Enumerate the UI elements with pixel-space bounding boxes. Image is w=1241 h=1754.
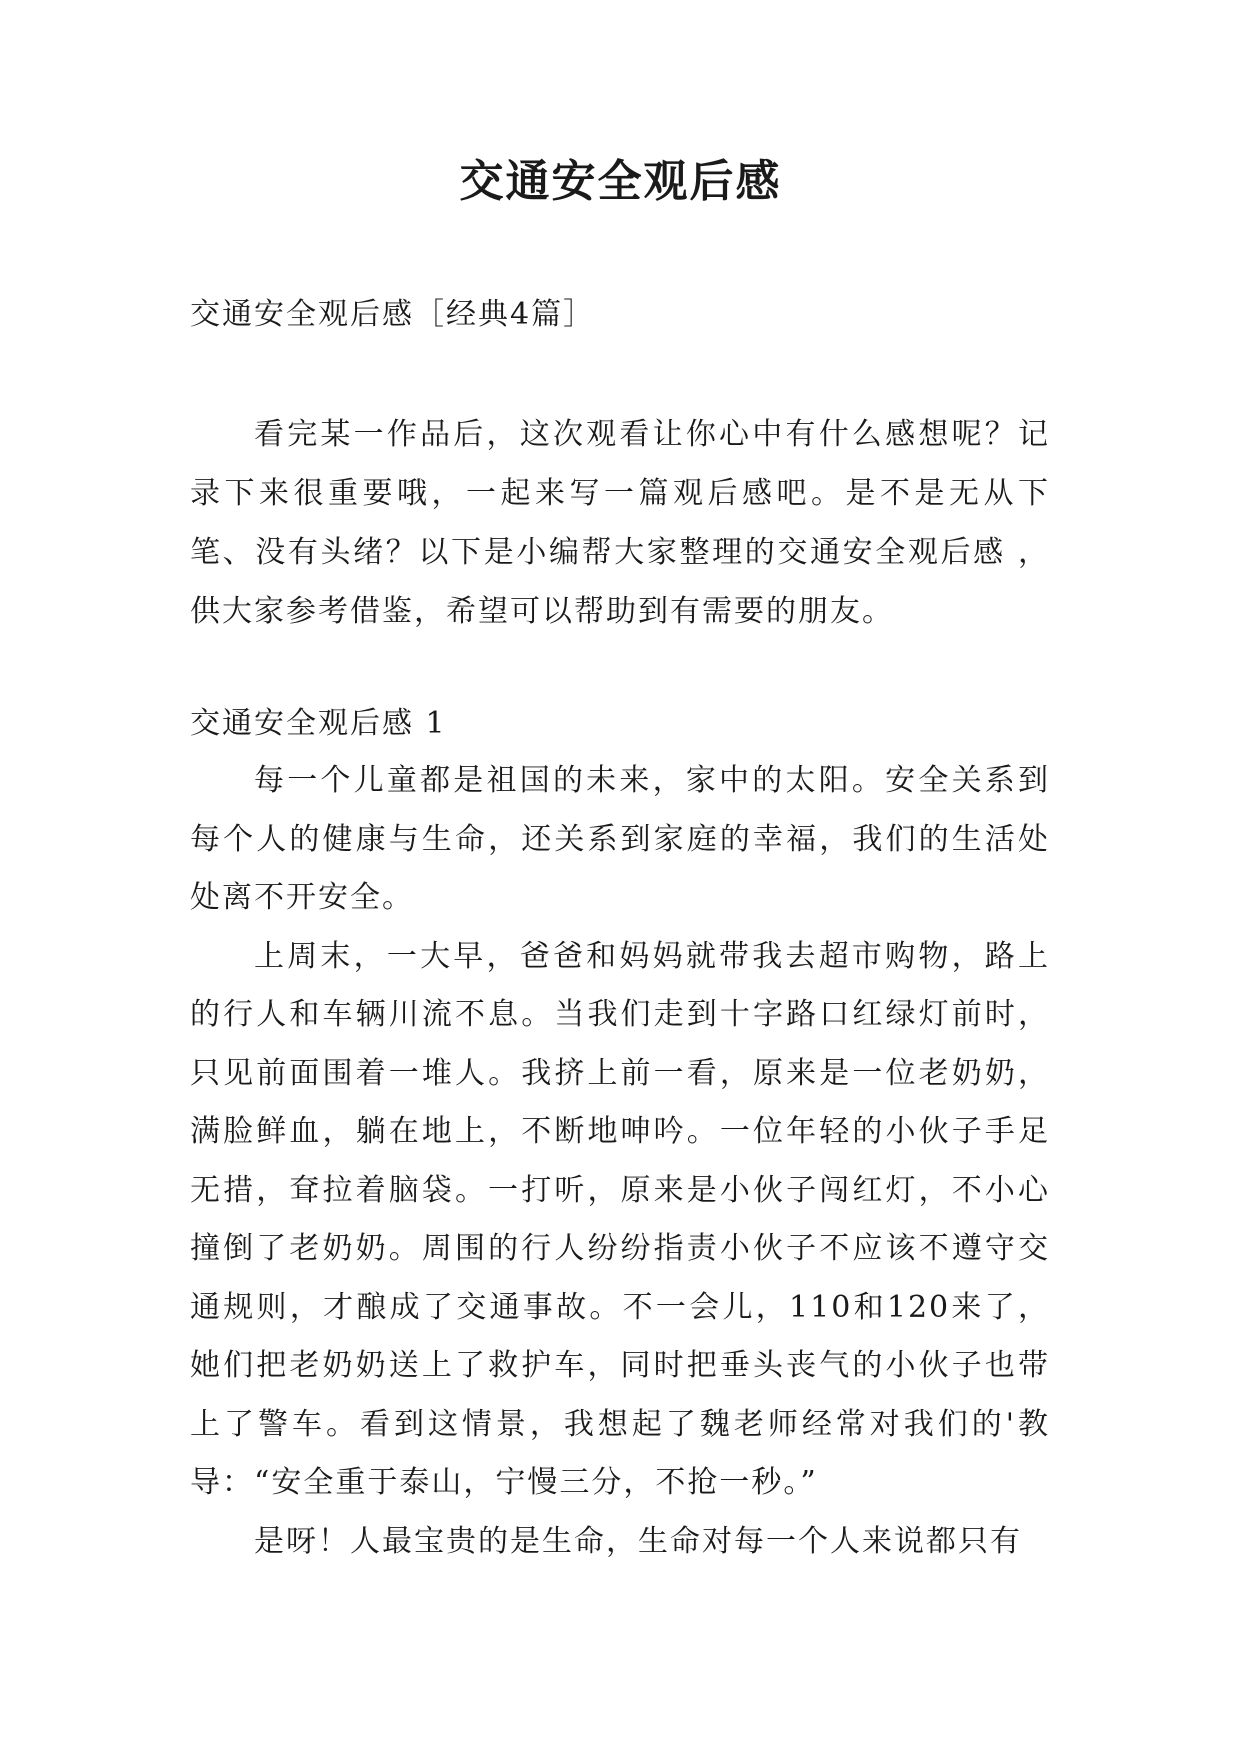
- section-heading: 交通安全观后感 1: [190, 706, 447, 741]
- document-title: 交通安全观后感: [459, 156, 782, 207]
- body-paragraph: 上周末，一大早，爸爸和妈妈就带我去超市购物，路上的行人和车辆川流不息。当我们走到十字路口红绿灯前时，只见前面围着一堆人。我挤上前一看，原来是一位老奶奶，满脸鲜血，躺在地上，不断地呻吟。一位年轻的小伙子手足无措，耷拉着脑袋。一打听，原来是小伙子闯红灯，不小心撞倒了老奶奶。周围的行人纷纷指责小伙子不应该不遵守交通规则，才酿成了交通事故。不一会儿，110和120来了，她们把老奶奶送上了救护车，同时把垂头丧气的小伙子也带上了警车。看到这情景，我想起了魏老师经常对我们的'教导：“安全重于泰山，宁慢三分，不抢一秒。”: [190, 938, 1050, 1500]
- section-body: [190, 752, 1050, 1571]
- document-subtitle: 交通安全观后感［经典4篇］: [190, 297, 596, 332]
- body-paragraph: 是呀！人最宝贵的是生命，生命对每一个人来说都只有: [254, 1523, 1022, 1559]
- intro-paragraph: 看完某一作品后，这次观看让你心中有什么感想呢？记录下来很重要哦，一起来写一篇观后感吧。是不是无从下笔、没有头绪？以下是小编帮大家整理的交通安全观后感 ，供大家参考借鉴，希望可以帮助到有需要的朋友。: [190, 417, 1050, 629]
- body-paragraph: 每一个儿童都是祖国的未来，家中的太阳。安全关系到每个人的健康与生命，还关系到家庭的幸福，我们的生活处处离不开安全。: [190, 763, 1050, 915]
